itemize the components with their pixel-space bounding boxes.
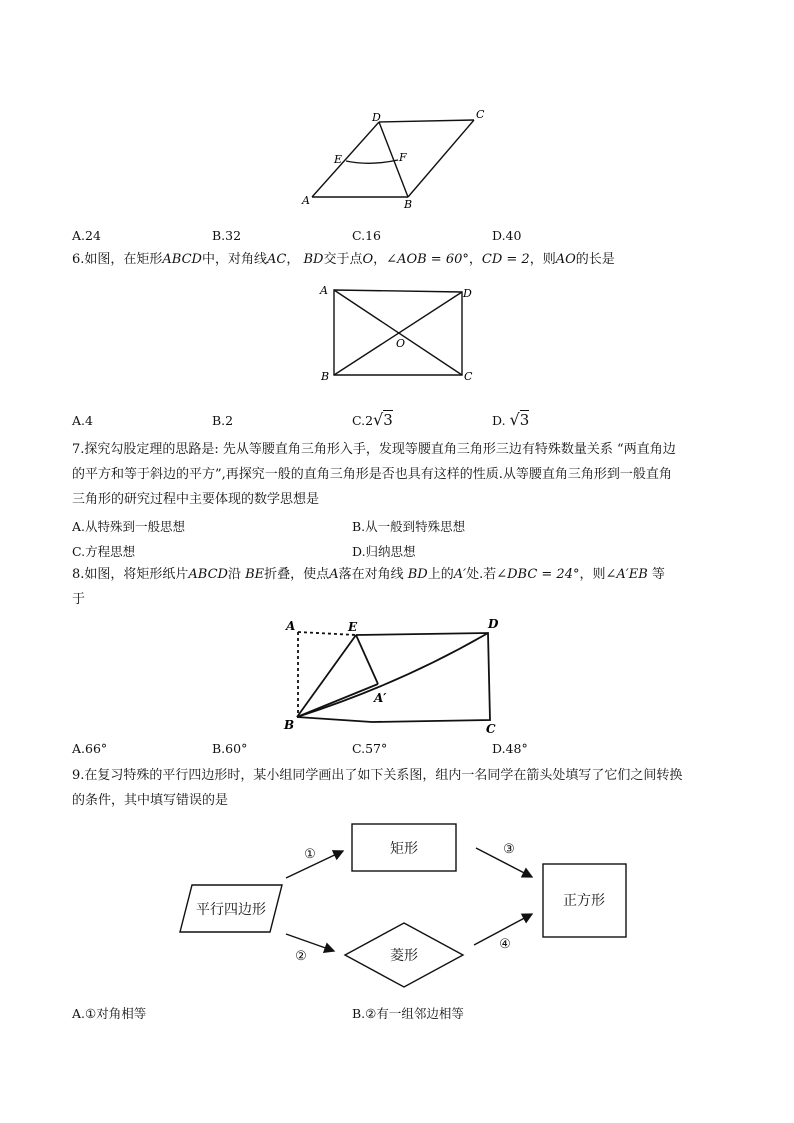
q6-option-c[interactable]: C.2√3: [352, 410, 393, 429]
q5-label-b: B: [404, 198, 413, 211]
rhombus-label: 菱形: [390, 948, 418, 964]
q5-label-f: F: [399, 151, 407, 164]
arrow-4: [474, 914, 532, 945]
rhombus-box: [345, 923, 463, 987]
q5-option-b[interactable]: B.32: [212, 228, 242, 243]
q7-option-b[interactable]: B.从一般到特殊思想: [352, 519, 466, 534]
q5-option-d[interactable]: D.40: [492, 228, 522, 243]
arrow-1-label: ①: [304, 847, 316, 862]
q5-label-d: D: [372, 111, 381, 124]
rectangle-label: 矩形: [390, 841, 418, 857]
square-box: [543, 864, 626, 937]
q8-label-a: A: [286, 619, 296, 633]
sqrt-symbol-icon: √: [509, 410, 520, 429]
q8-stem: 8.如图，将矩形纸片ABCD沿 BE折叠，使点A落在对角线 BD上的A′处.若∠DBC = 24°，则∠A′EB 等: [72, 567, 665, 582]
q7-option-a[interactable]: A.从特殊到一般思想: [72, 519, 186, 534]
q6-option-b[interactable]: B.2: [212, 413, 234, 428]
q8-label-a-prime: A′: [374, 691, 387, 705]
q6-stem: 6.如图，在矩形ABCD中，对角线AC， BD交于点O，∠AOB = 60°，CD = 2，则AO的长是: [72, 252, 615, 267]
q7-option-c[interactable]: C.方程思想: [72, 544, 136, 559]
q5-label-c: C: [476, 108, 485, 121]
q5-label-e: E: [334, 153, 343, 166]
q5-label-a: A: [302, 194, 310, 207]
q5-option-a[interactable]: A.24: [72, 228, 101, 243]
arrow-3: [476, 848, 532, 877]
arrow-3-label: ③: [503, 842, 515, 857]
parallelogram-label: 平行四边形: [196, 902, 266, 918]
q8-label-e: E: [348, 620, 358, 634]
q8-label-c: C: [486, 722, 496, 736]
q8-option-a[interactable]: A.66°: [72, 741, 108, 756]
q6-option-d[interactable]: D. √3: [492, 410, 530, 429]
arrow-4-label: ④: [499, 937, 511, 952]
q7-option-d[interactable]: D.归纳思想: [352, 544, 416, 559]
arrow-2: [286, 934, 334, 951]
rectangle-box: [352, 824, 456, 871]
q6-option-a[interactable]: A.4: [72, 413, 93, 428]
square-label: 正方形: [563, 893, 605, 909]
q8-option-b[interactable]: B.60°: [212, 741, 248, 756]
q6-label-d: D: [463, 287, 472, 300]
parallelogram-box: [180, 885, 282, 932]
q9-line1: 9.在复习特殊的平行四边形时，某小组同学画出了如下关系图，组内一名同学在箭头处填写了它们之间转换: [72, 768, 683, 783]
q8-stem-line2: 于: [72, 592, 86, 607]
q6-label-o: O: [396, 337, 406, 350]
q8-option-c[interactable]: C.57°: [352, 741, 388, 756]
sqrt-symbol-icon: √: [373, 410, 384, 429]
q9-option-a[interactable]: A.①对角相等: [72, 1006, 147, 1021]
q7-line1: 7.探究勾股定理的思路是: 先从等腰直角三角形入手，发现等腰直角三角形三边有特殊数量关系 “两直角边: [72, 442, 676, 457]
arrow-1: [286, 851, 343, 878]
arrow-2-label: ②: [295, 949, 307, 964]
q9-line2: 的条件，其中填写错误的是: [72, 793, 229, 808]
q9-option-b[interactable]: B.②有一组邻边相等: [352, 1006, 464, 1021]
q8-label-d: D: [488, 617, 499, 631]
q8-option-d[interactable]: D.48°: [492, 741, 528, 756]
q6-label-b: B: [321, 370, 330, 383]
q8-label-b: B: [284, 718, 295, 732]
q5-option-c[interactable]: C.16: [352, 228, 381, 243]
q7-line2: 的平方和等于斜边的平方”,再探究一般的直角三角形是否也具有这样的性质.从等腰直角三角形到一般直角: [72, 467, 672, 482]
q6-label-a: A: [320, 284, 328, 297]
q7-line3: 三角形的研究过程中主要体现的数学思想是: [72, 492, 320, 507]
q6-label-c: C: [464, 370, 473, 383]
